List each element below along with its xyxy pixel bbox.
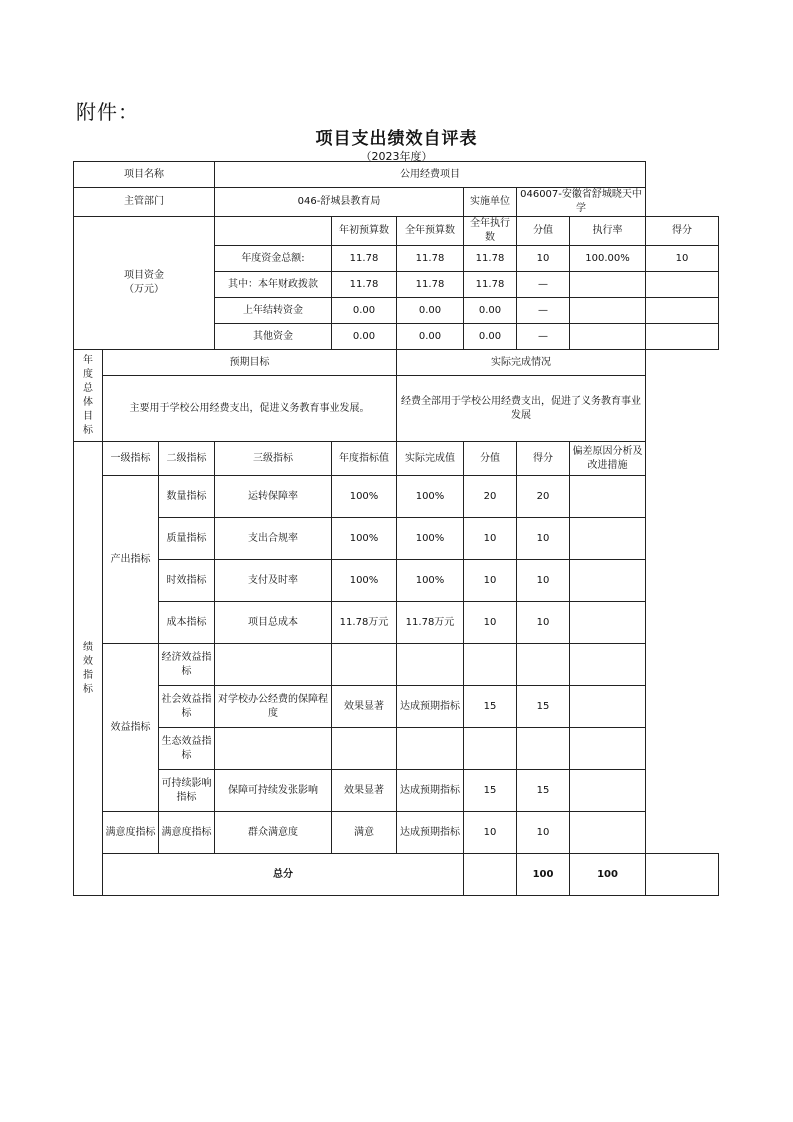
funds-row-score: [646, 298, 719, 324]
indicator-row: [74, 518, 719, 560]
indicator-target: [332, 728, 397, 770]
funds-row-rate: [570, 324, 646, 350]
indicator-actual: 100%: [397, 518, 464, 560]
indicator-row: [74, 602, 719, 644]
indicator-score: 20: [517, 476, 570, 518]
indicator-score: [517, 728, 570, 770]
total-score: 100: [570, 854, 646, 896]
funds-unit: （万元）: [124, 284, 164, 295]
indicator-level3: 项目总成本: [215, 602, 332, 644]
indicators-label: 绩 效 指 标: [74, 442, 103, 896]
goals-actual-text: 经费全部用于学校公用经费支出，促进了义务教育事业发展: [397, 376, 646, 442]
indicator-target: 满意: [332, 812, 397, 854]
indicator-row: [74, 728, 719, 770]
indicator-row: [74, 686, 719, 728]
funds-row-score-value: —: [517, 298, 570, 324]
indicator-actual: 100%: [397, 560, 464, 602]
goals-label: 年 度 总 体 目 标: [74, 350, 103, 442]
indicator-value: 20: [464, 476, 517, 518]
indicator-level3: 运转保障率: [215, 476, 332, 518]
indicator-level3: 支出合规率: [215, 518, 332, 560]
indicator-value: 15: [464, 770, 517, 812]
indicator-note: [570, 518, 646, 560]
indicator-row: [74, 476, 719, 518]
indicator-level2: 社会效益指标: [159, 686, 215, 728]
satisfaction-indicator-label: 满意度指标: [103, 812, 159, 854]
funds-row-label: 其中：本年财政拨款: [215, 272, 332, 298]
indicator-target: 100%: [332, 518, 397, 560]
indicator-score: 15: [517, 770, 570, 812]
indicator-score: 10: [517, 602, 570, 644]
indicator-actual: 达成预期指标: [397, 686, 464, 728]
indicator-actual: [397, 644, 464, 686]
indicator-value: 15: [464, 686, 517, 728]
total-note: [646, 854, 719, 896]
goals-header-row: [74, 350, 719, 376]
indicator-score: 10: [517, 560, 570, 602]
indicator-actual: 达成预期指标: [397, 812, 464, 854]
indicator-value: 10: [464, 602, 517, 644]
funds-header-annual: 全年预算数: [397, 217, 464, 246]
output-indicator-label: 产出指标: [103, 476, 159, 644]
indicator-note: [570, 686, 646, 728]
funds-row-initial: 0.00: [332, 324, 397, 350]
funds-row-rate: [570, 298, 646, 324]
indicator-note: [570, 476, 646, 518]
indicator-header-level2: 二级指标: [159, 442, 215, 476]
project-name-row: [74, 162, 719, 188]
funds-row-executed: 0.00: [464, 298, 517, 324]
funds-row-rate: 100.00%: [570, 246, 646, 272]
funds-row-initial: 11.78: [332, 272, 397, 298]
indicator-header-row: [74, 442, 719, 476]
indicator-level2: 数量指标: [159, 476, 215, 518]
indicator-score: [517, 644, 570, 686]
indicator-actual: 11.78万元: [397, 602, 464, 644]
goals-expected-header: 预期目标: [103, 350, 397, 376]
total-blank: [464, 854, 517, 896]
indicator-level2: 时效指标: [159, 560, 215, 602]
indicator-value: 10: [464, 560, 517, 602]
indicator-note: [570, 812, 646, 854]
department-label: 主管部门: [74, 188, 215, 217]
funds-row-initial: 11.78: [332, 246, 397, 272]
indicator-level2: 经济效益指标: [159, 644, 215, 686]
funds-header-score: 得分: [646, 217, 719, 246]
year-subtitle: （2023年度）: [360, 150, 433, 163]
indicator-header-value: 分值: [464, 442, 517, 476]
indicator-note: [570, 644, 646, 686]
funds-row-score-value: —: [517, 272, 570, 298]
indicator-header-note: 偏差原因分析及改进措施: [570, 442, 646, 476]
indicator-level2: 满意度指标: [159, 812, 215, 854]
indicator-score: 10: [517, 518, 570, 560]
indicator-target: 11.78万元: [332, 602, 397, 644]
indicator-actual: [397, 728, 464, 770]
indicator-note: [570, 770, 646, 812]
indicator-row: [74, 644, 719, 686]
funds-row-label: 其他资金: [215, 324, 332, 350]
funds-header-blank: [215, 217, 332, 246]
indicator-actual: 达成预期指标: [397, 770, 464, 812]
indicator-level3: [215, 728, 332, 770]
funds-row-annual: 11.78: [397, 272, 464, 298]
total-value: 100: [517, 854, 570, 896]
funds-row-score-value: —: [517, 324, 570, 350]
indicator-level2: 成本指标: [159, 602, 215, 644]
unit-value: 046007-安徽省舒城晓天中学: [517, 188, 646, 217]
funds-row-initial: 0.00: [332, 298, 397, 324]
indicator-note: [570, 602, 646, 644]
indicator-header-target: 年度指标值: [332, 442, 397, 476]
page-title: 项目支出绩效自评表: [315, 129, 478, 149]
goals-actual-header: 实际完成情况: [397, 350, 646, 376]
funds-header-initial: 年初预算数: [332, 217, 397, 246]
indicator-score: 10: [517, 812, 570, 854]
funds-row-score-value: 10: [517, 246, 570, 272]
effect-indicator-label: 效益指标: [103, 644, 159, 812]
indicator-header-score: 得分: [517, 442, 570, 476]
goals-expected-text: 主要用于学校公用经费支出，促进义务教育事业发展。: [103, 376, 397, 442]
indicator-level3: 保障可持续发张影响: [215, 770, 332, 812]
funds-header-row: [74, 217, 719, 246]
project-name-label: 项目名称: [74, 162, 215, 188]
funds-row-rate: [570, 272, 646, 298]
total-row: [74, 854, 719, 896]
department-row: [74, 188, 719, 217]
indicator-target: [332, 644, 397, 686]
indicator-actual: 100%: [397, 476, 464, 518]
indicator-value: [464, 728, 517, 770]
funds-header-executed: 全年执行数: [464, 217, 517, 246]
indicator-level3: 支付及时率: [215, 560, 332, 602]
funds-header-score-value: 分值: [517, 217, 570, 246]
indicator-level3: 对学校办公经费的保障程度: [215, 686, 332, 728]
indicator-value: 10: [464, 812, 517, 854]
funds-row-score: [646, 272, 719, 298]
funds-row-label: 年度资金总额:: [215, 246, 332, 272]
indicator-header-level1: 一级指标: [103, 442, 159, 476]
indicator-value: [464, 644, 517, 686]
goals-content-row: [74, 376, 719, 442]
funds-label: 项目资金: [124, 270, 164, 281]
department-value: 046-舒城县教育局: [215, 188, 464, 217]
funds-row-executed: 11.78: [464, 246, 517, 272]
funds-row-annual: 0.00: [397, 324, 464, 350]
total-label: 总分: [103, 854, 464, 896]
indicator-target: 效果显著: [332, 770, 397, 812]
indicator-header-level3: 三级指标: [215, 442, 332, 476]
unit-label: 实施单位: [464, 188, 517, 217]
project-name-value: 公用经费项目: [215, 162, 646, 188]
funds-header-rate: 执行率: [570, 217, 646, 246]
attachment-label: 附件：: [76, 100, 139, 124]
funds-row-annual: 0.00: [397, 298, 464, 324]
indicator-level2: 可持续影响指标: [159, 770, 215, 812]
funds-row-score: 10: [646, 246, 719, 272]
funds-row-score: [646, 324, 719, 350]
indicator-row: [74, 812, 719, 854]
indicator-note: [570, 728, 646, 770]
indicator-level3: 群众满意度: [215, 812, 332, 854]
indicator-note: [570, 560, 646, 602]
indicator-target: 效果显著: [332, 686, 397, 728]
indicator-target: 100%: [332, 560, 397, 602]
indicator-target: 100%: [332, 476, 397, 518]
indicator-row: [74, 560, 719, 602]
indicator-level2: 质量指标: [159, 518, 215, 560]
indicator-level2: 生态效益指标: [159, 728, 215, 770]
funds-row-executed: 0.00: [464, 324, 517, 350]
funds-row-executed: 11.78: [464, 272, 517, 298]
funds-row-label: 上年结转资金: [215, 298, 332, 324]
funds-row-annual: 11.78: [397, 246, 464, 272]
indicator-level3: [215, 644, 332, 686]
indicator-score: 15: [517, 686, 570, 728]
funds-label-cell: [74, 217, 215, 350]
performance-table: [73, 161, 719, 896]
indicator-row: [74, 770, 719, 812]
indicator-value: 10: [464, 518, 517, 560]
indicator-header-actual: 实际完成值: [397, 442, 464, 476]
